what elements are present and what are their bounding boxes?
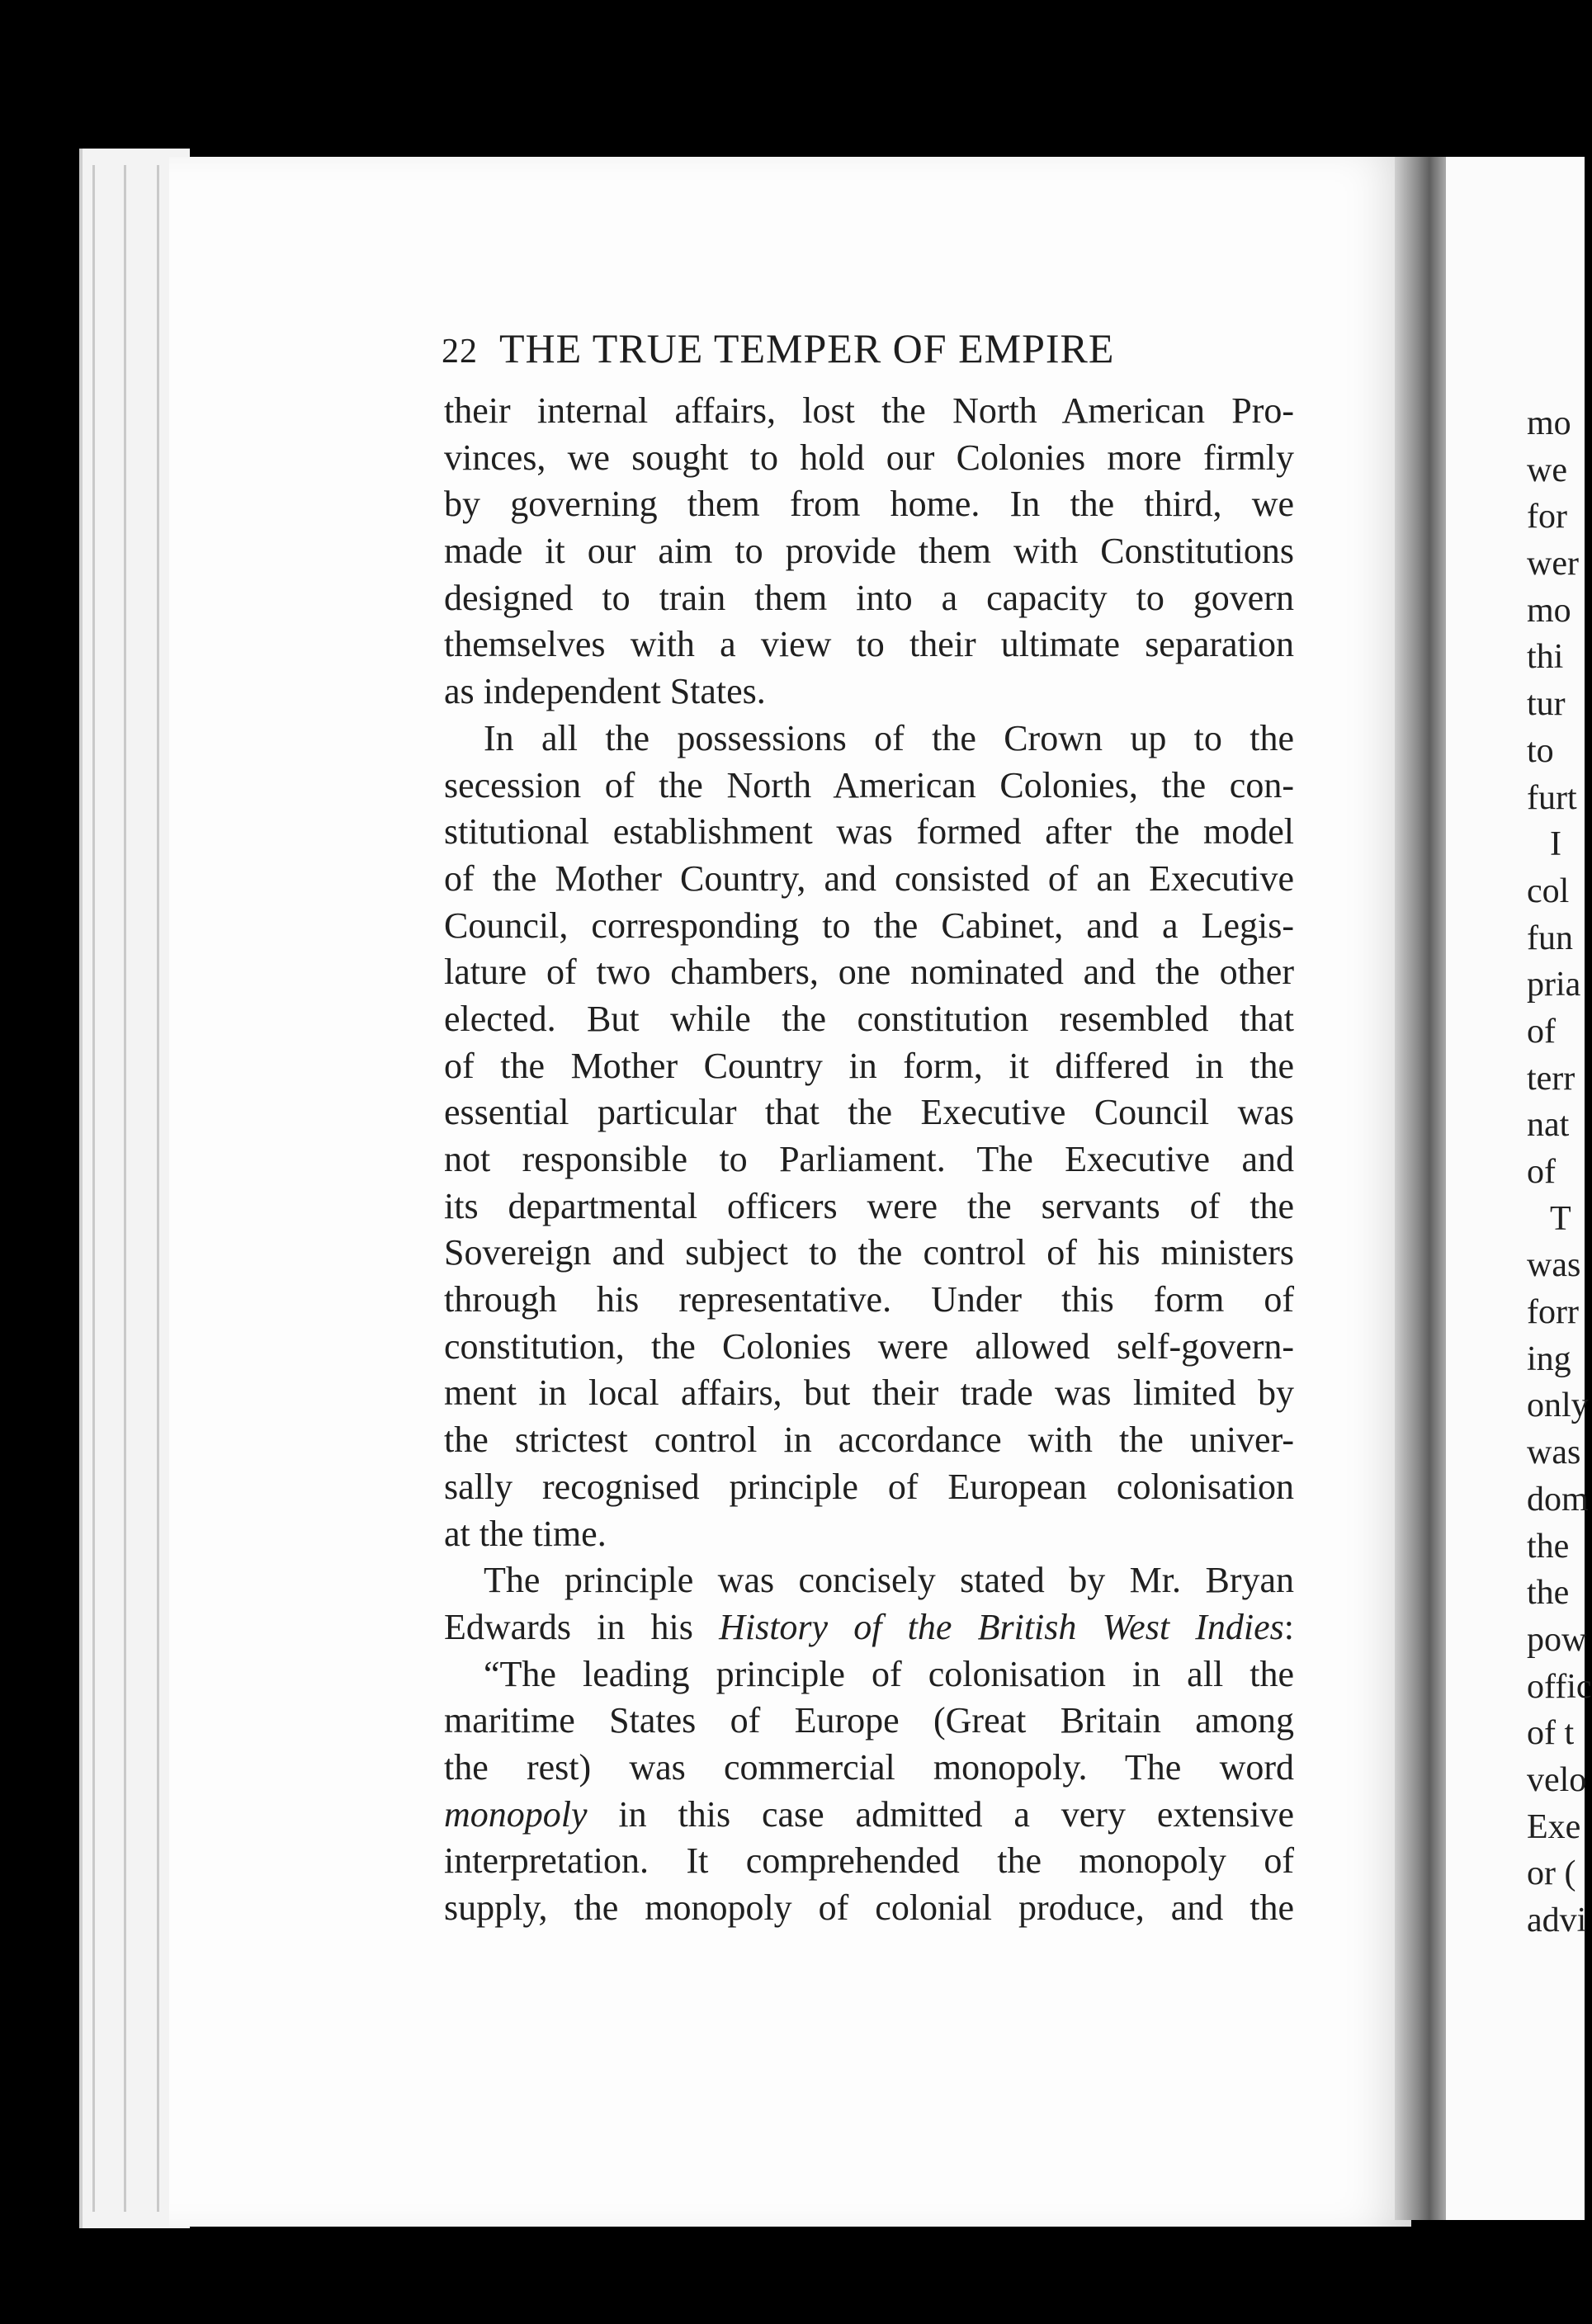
facing-page-text [1527, 400, 1592, 1944]
fragment-line: for [1527, 498, 1567, 536]
text-line: its departmental officers were the servants of the [444, 1185, 1294, 1226]
text-line: of the Mother Country in form, it differed in the [444, 1045, 1294, 1086]
book-title-italic: History of the British West Indies [719, 1606, 1284, 1647]
text-line: elected. But while the constitution resembled that [444, 998, 1294, 1039]
fragment-line: col [1527, 872, 1570, 910]
fragment-line: terr [1527, 1059, 1575, 1098]
text-line: ment in local affairs, but their trade was limited by [444, 1372, 1294, 1414]
fragment-line: forr [1527, 1293, 1579, 1332]
text-line [444, 1792, 1294, 1839]
text-line: not responsible to Parliament. The Executive and [444, 1139, 1294, 1179]
fragment-line: was [1527, 1434, 1581, 1472]
page-number: 22 [442, 333, 478, 371]
fragment-line: ing [1527, 1339, 1571, 1378]
fragment-line: was [1527, 1246, 1581, 1285]
fragment-line: to [1527, 731, 1554, 770]
fragment-line: the [1527, 1574, 1570, 1613]
fragment-line: pow [1527, 1620, 1587, 1659]
fragment-line: T [1550, 1199, 1571, 1238]
fragment-line: advi [1527, 1901, 1587, 1939]
fragment-line: furt [1527, 778, 1577, 817]
text-line: sally recognised principle of European colonisation [444, 1466, 1294, 1507]
fragment-line: fun [1527, 919, 1573, 957]
fragment-line: we [1527, 451, 1567, 489]
text-line: “The leading principle of colonisation in all the [484, 1653, 1294, 1694]
emphasis-italic: monopoly [444, 1793, 588, 1835]
page-edge-line [157, 165, 159, 2212]
book-gutter [1395, 157, 1453, 2220]
text-line: constitution, the Colonies were allowed self-govern- [444, 1325, 1294, 1367]
fragment-line: dom [1527, 1480, 1589, 1519]
text-line: as independent States. [444, 671, 766, 712]
fragment-line: the [1527, 1527, 1570, 1566]
fragment-line: Exe [1527, 1807, 1581, 1846]
fragment-line: of t [1527, 1714, 1575, 1753]
text-line: at the time. [444, 1513, 607, 1554]
text-line: themselves with a view to their ultimate separation [444, 624, 1294, 665]
fragment-line: mo [1527, 591, 1571, 630]
text-run: Edwards in his [444, 1606, 693, 1647]
text-line: the rest) was commercial monopoly. The word [444, 1746, 1294, 1788]
text-line [444, 1604, 1294, 1651]
text-run: in this case admitted a very extensive [618, 1793, 1294, 1835]
fragment-line: velo [1527, 1760, 1587, 1799]
text-line: Council, corresponding to the Cabinet, and a Legis- [444, 905, 1294, 946]
text-line: vinces, we sought to hold our Colonies more firmly [444, 437, 1294, 478]
running-title: THE TRUE TEMPER OF EMPIRE [499, 325, 1115, 371]
text-line: essential particular that the Executive Council was [444, 1092, 1294, 1133]
text-line: by governing them from home. In the third, we [444, 484, 1294, 525]
page-edge-line [124, 165, 126, 2212]
fragment-line: thi [1527, 638, 1564, 677]
text-line: The principle was concisely stated by Mr. Bryan [484, 1560, 1294, 1601]
fragment-line: or ( [1527, 1854, 1576, 1893]
page-edge-line [92, 165, 95, 2212]
text-line: the strictest control in accordance with the univer- [444, 1419, 1294, 1461]
text-line: supply, the monopoly of colonial produce, and the [444, 1887, 1294, 1928]
text-line: maritime States of Europe (Great Britain among [444, 1700, 1294, 1741]
fragment-line: of [1527, 1012, 1556, 1051]
fragment-line: wer [1527, 545, 1579, 583]
fragment-line: tur [1527, 685, 1566, 724]
text-run: : [1283, 1606, 1295, 1647]
fragment-line: nat [1527, 1106, 1570, 1145]
fragment-line: pria [1527, 966, 1581, 1004]
fragment-line: I [1550, 825, 1561, 864]
text-line: stitutional establishment was formed after the model [444, 811, 1294, 853]
body-text [444, 388, 1294, 1932]
text-line: In all the possessions of the Crown up to the [484, 717, 1294, 758]
fragment-line: mo [1527, 404, 1571, 442]
text-line: lature of two chambers, one nominated and the other [444, 952, 1294, 993]
text-line: made it our aim to provide them with Constitutions [444, 531, 1294, 572]
running-header [442, 324, 1292, 374]
fragment-line: only [1527, 1386, 1589, 1425]
fragment-line: offic [1527, 1667, 1592, 1706]
text-line: of the Mother Country, and consisted of an Executive [444, 857, 1294, 899]
text-line: through his representative. Under this form of [444, 1279, 1294, 1320]
text-line: designed to train them into a capacity to govern [444, 577, 1294, 618]
text-line: their internal affairs, lost the North American Pro- [444, 390, 1294, 431]
text-line: Sovereign and subject to the control of his ministers [444, 1232, 1294, 1273]
text-line: interpretation. It comprehended the monopoly of [444, 1840, 1294, 1882]
text-line: secession of the North American Colonies, the con- [444, 764, 1294, 805]
fragment-line: of [1527, 1153, 1556, 1191]
